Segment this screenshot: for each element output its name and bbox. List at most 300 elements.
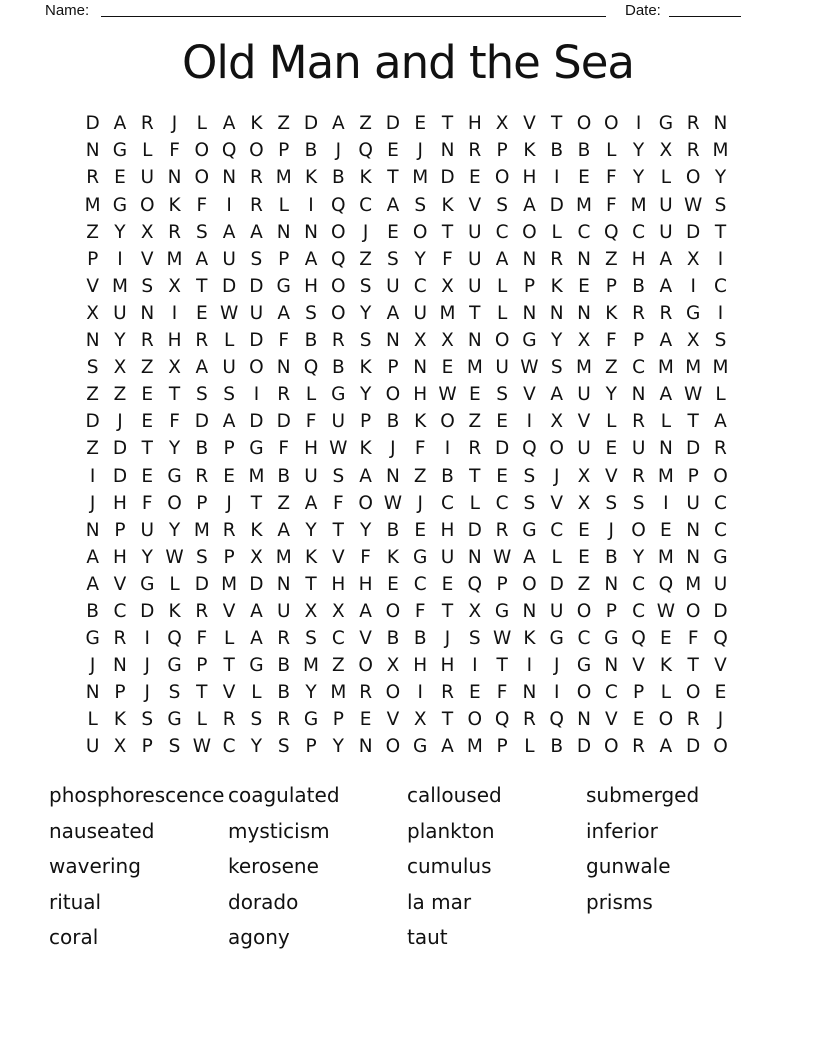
grid-letter: G [413, 736, 428, 758]
grid-letter: B [550, 736, 564, 758]
grid-letter: R [140, 113, 154, 135]
grid-letter: P [605, 275, 617, 297]
grid-letter: N [385, 330, 400, 352]
grid-letter: N [686, 546, 701, 568]
grid-letter: G [112, 140, 128, 162]
grid-letter: L [496, 275, 508, 297]
grid-letter: U [113, 302, 127, 324]
grid-letter: Q [604, 221, 619, 243]
grid-letter: Q [467, 573, 483, 595]
grid-letter: P [360, 411, 372, 433]
grid-letter: Q [221, 140, 237, 162]
grid-letter: A [277, 519, 291, 541]
grid-letter: T [469, 302, 481, 324]
grid-letter: S [632, 492, 645, 514]
grid-letter: V [523, 113, 536, 135]
grid-letter: D [686, 221, 701, 243]
grid-letter: O [139, 194, 155, 216]
grid-letter: F [169, 140, 180, 162]
grid-letter: R [277, 709, 291, 731]
grid-letter: U [549, 600, 564, 622]
grid-letter: E [441, 573, 454, 595]
grid-letter: M [275, 167, 292, 189]
grid-letter: S [195, 546, 208, 568]
grid-letter: S [250, 709, 263, 731]
grid-letter: I [417, 682, 423, 704]
grid-letter: K [168, 194, 181, 216]
grid-letter: W [492, 546, 512, 568]
grid-letter: J [390, 438, 396, 460]
word-item: cumulus [407, 854, 492, 879]
grid-letter: F [605, 167, 617, 189]
grid-letter: M [576, 357, 592, 379]
grid-letter: E [414, 113, 427, 135]
grid-letter: Z [86, 438, 99, 460]
grid-letter: P [687, 465, 699, 487]
name-label: Name: [45, 2, 90, 19]
grid-letter: V [577, 411, 591, 433]
grid-letter: P [223, 546, 235, 568]
grid-letter: S [168, 682, 181, 704]
grid-letter: V [222, 682, 236, 704]
grid-letter: Y [632, 140, 645, 162]
grid-letter: I [526, 655, 533, 677]
grid-letter: R [686, 113, 700, 135]
grid-letter: C [632, 573, 646, 595]
grid-letter: Y [305, 682, 317, 704]
grid-letter: R [495, 519, 509, 541]
grid-letter: O [194, 167, 210, 189]
word-item: plankton [407, 818, 495, 843]
grid-letter: S [305, 302, 317, 324]
grid-letter: K [168, 600, 181, 622]
grid-letter: T [551, 113, 563, 135]
grid-letter: G [167, 709, 182, 731]
grid-letter: U [249, 302, 264, 324]
grid-letter: F [605, 194, 617, 216]
grid-letter: I [635, 113, 642, 135]
grid-letter: N [276, 573, 291, 595]
grid-letter: R [195, 465, 209, 487]
grid-letter: R [441, 682, 454, 704]
grid-letter: E [141, 465, 154, 487]
grid-letter: C [632, 221, 646, 243]
grid-letter: X [168, 357, 181, 379]
grid-letter: R [686, 709, 700, 731]
grid-letter: L [660, 167, 672, 189]
grid-letter: S [359, 275, 372, 297]
grid-letter: D [194, 411, 209, 433]
grid-letter: Z [359, 113, 372, 135]
grid-letter: I [717, 302, 724, 324]
grid-letter: J [226, 492, 232, 514]
grid-letter: S [141, 709, 154, 731]
grid-letter: B [331, 357, 345, 379]
grid-letter: M [111, 275, 128, 297]
grid-letter: A [222, 221, 236, 243]
grid-letter: O [576, 682, 592, 704]
grid-letter: X [468, 600, 482, 622]
grid-letter: R [140, 330, 154, 352]
grid-letter: N [713, 113, 728, 135]
grid-letter: Z [140, 357, 154, 379]
grid-letter: X [331, 600, 345, 622]
word-item: phosphorescence [49, 783, 225, 807]
grid-letter: B [277, 682, 291, 704]
grid-letter: D [303, 113, 319, 135]
grid-letter: F [414, 438, 426, 460]
grid-letter: N [658, 438, 673, 460]
grid-letter: U [386, 275, 400, 297]
grid-letter: K [304, 546, 318, 568]
grid-letter: G [249, 655, 264, 677]
grid-letter: R [468, 438, 482, 460]
grid-letter: C [550, 519, 564, 541]
grid-letter: N [467, 546, 482, 568]
grid-letter: T [196, 682, 208, 704]
grid-letter: R [195, 600, 209, 622]
grid-letter: N [85, 682, 100, 704]
grid-letter: J [553, 465, 560, 487]
grid-letter: B [195, 438, 209, 460]
grid-letter: M [412, 167, 429, 189]
grid-letter: D [494, 438, 510, 460]
grid-letter: N [222, 167, 237, 189]
grid-letter: I [171, 302, 178, 324]
grid-letter: F [414, 600, 426, 622]
grid-letter: C [113, 600, 127, 622]
word-column [228, 778, 407, 956]
grid-letter: Y [168, 438, 181, 460]
grid-letter: C [714, 519, 727, 541]
grid-letter: X [441, 275, 454, 297]
grid-letter: T [687, 411, 699, 433]
grid-letter: E [496, 465, 508, 487]
word-item: mysticism [228, 818, 330, 843]
grid-letter: C [632, 357, 646, 379]
grid-letter: E [223, 465, 235, 487]
grid-letter: A [277, 302, 291, 324]
grid-letter: H [112, 546, 127, 568]
grid-letter: I [444, 438, 451, 460]
grid-letter: X [140, 221, 154, 243]
grid-letter: L [305, 384, 317, 406]
grid-letter: E [578, 167, 590, 189]
word-list [49, 778, 765, 956]
grid-letter: Q [331, 194, 346, 216]
word-item: taut [407, 925, 448, 950]
grid-letter: S [250, 248, 263, 270]
grid-letter: P [278, 140, 290, 162]
grid-letter: R [195, 330, 209, 352]
grid-letter: G [413, 546, 428, 568]
word-item: nauseated [49, 818, 155, 843]
grid-letter: C [577, 628, 591, 650]
grid-letter: M [303, 655, 319, 677]
grid-letter: P [523, 275, 535, 297]
grid-letter: X [686, 248, 700, 270]
grid-letter: G [686, 302, 701, 324]
grid-letter: N [577, 302, 591, 324]
grid-letter: G [549, 628, 564, 650]
grid-letter: B [577, 140, 591, 162]
grid-letter: B [331, 167, 345, 189]
grid-letter: Y [551, 330, 563, 352]
name-blank-line [101, 16, 606, 17]
grid-letter: X [86, 302, 99, 324]
grid-letter: X [113, 736, 127, 758]
grid-letter: U [413, 302, 427, 324]
grid-letter: S [714, 330, 727, 352]
grid-letter: O [331, 221, 346, 243]
grid-letter: Z [277, 113, 291, 135]
grid-letter: G [331, 384, 346, 406]
grid-letter: Q [494, 709, 510, 731]
grid-letter: R [686, 140, 700, 162]
grid-letter: N [413, 357, 428, 379]
grid-letter: S [468, 628, 481, 650]
grid-letter: C [222, 736, 236, 758]
grid-letter: K [414, 411, 427, 433]
grid-letter: D [249, 275, 264, 297]
grid-letter: T [305, 573, 317, 595]
grid-letter: M [221, 573, 238, 595]
word-item: calloused [407, 783, 502, 807]
grid-letter: E [141, 384, 154, 406]
grid-letter: P [605, 600, 617, 622]
grid-letter: E [496, 411, 508, 433]
grid-letter: M [248, 465, 265, 487]
grid-letter: O [522, 573, 537, 595]
date-label: Date: [625, 2, 661, 19]
grid-letter: A [386, 302, 400, 324]
grid-letter: A [386, 194, 400, 216]
grid-letter: F [687, 628, 699, 650]
grid-letter: Z [331, 655, 345, 677]
grid-letter: S [523, 465, 536, 487]
grid-letter: O [467, 709, 483, 731]
grid-letter: E [359, 709, 372, 731]
page-title: Old Man and the Sea [182, 36, 634, 89]
grid-letter: D [576, 736, 592, 758]
grid-letter: M [712, 140, 729, 162]
grid-letter: I [690, 275, 696, 297]
grid-letter: S [141, 275, 154, 297]
grid-letter: Y [632, 546, 645, 568]
grid-letter: S [195, 384, 208, 406]
grid-letter: K [304, 167, 318, 189]
grid-letter: A [659, 736, 673, 758]
grid-letter: R [632, 465, 646, 487]
grid-letter: D [194, 573, 209, 595]
grid-letter: Q [358, 140, 373, 162]
grid-letter: Y [168, 519, 181, 541]
grid-letter: W [684, 384, 703, 406]
grid-letter: N [522, 600, 537, 622]
grid-letter: D [85, 113, 100, 135]
grid-letter: B [604, 546, 618, 568]
grid-letter: M [685, 357, 702, 379]
grid-letter: Q [713, 628, 728, 650]
grid-letter: U [659, 221, 673, 243]
grid-letter: C [604, 682, 618, 704]
word-item: submerged [586, 783, 700, 807]
grid-letter: O [194, 140, 210, 162]
grid-letter: H [522, 167, 537, 189]
grid-letter: F [605, 330, 617, 352]
grid-letter: K [386, 546, 399, 568]
grid-letter: O [604, 113, 619, 135]
grid-letter: T [441, 221, 454, 243]
grid-letter: E [605, 438, 618, 460]
grid-letter: I [117, 248, 123, 270]
grid-letter: G [167, 465, 182, 487]
grid-letter: B [304, 330, 318, 352]
grid-letter: G [303, 709, 319, 731]
grid-letter: M [466, 357, 483, 379]
grid-letter: C [495, 221, 509, 243]
grid-letter: L [169, 573, 180, 595]
grid-letter: B [386, 628, 400, 650]
grid-letter: V [604, 465, 618, 487]
grid-letter: B [386, 519, 400, 541]
grid-letter: A [250, 628, 263, 650]
grid-letter: S [496, 194, 508, 216]
grid-letter: N [467, 330, 482, 352]
grid-letter: U [577, 438, 591, 460]
grid-letter: S [305, 628, 317, 650]
grid-letter: A [195, 357, 209, 379]
grid-letter: C [632, 600, 646, 622]
word-item: kerosene [228, 854, 319, 879]
grid-letter: G [576, 655, 592, 677]
grid-letter: X [577, 492, 591, 514]
grid-letter: V [331, 546, 345, 568]
grid-letter: N [440, 140, 455, 162]
grid-letter: F [442, 248, 453, 270]
grid-letter: Z [413, 465, 427, 487]
grid-letter: E [660, 628, 672, 650]
grid-letter: G [522, 519, 537, 541]
grid-letter: S [359, 330, 372, 352]
grid-letter: U [222, 357, 236, 379]
grid-letter: I [663, 492, 669, 514]
grid-letter: Y [714, 167, 727, 189]
grid-letter: O [713, 465, 728, 487]
grid-letter: F [169, 411, 180, 433]
grid-letter: R [522, 709, 536, 731]
grid-letter: U [331, 411, 346, 433]
word-column [407, 778, 586, 956]
grid-letter: V [714, 655, 727, 677]
grid-letter: L [551, 221, 562, 243]
grid-letter: Y [250, 736, 263, 758]
grid-letter: X [304, 600, 318, 622]
grid-letter: E [195, 302, 208, 324]
grid-letter: T [441, 113, 454, 135]
grid-letter: K [550, 275, 563, 297]
grid-letter: F [196, 194, 208, 216]
grid-letter: N [604, 655, 619, 677]
word-item: coagulated [228, 783, 340, 807]
grid-letter: L [223, 330, 235, 352]
grid-letter: Z [359, 248, 372, 270]
grid-letter: O [522, 221, 537, 243]
grid-letter: V [550, 492, 564, 514]
grid-letter: N [85, 519, 100, 541]
grid-letter: Y [359, 519, 372, 541]
grid-letter: E [468, 384, 481, 406]
grid-letter: S [605, 492, 618, 514]
grid-letter: N [304, 221, 318, 243]
grid-letter: S [86, 357, 99, 379]
grid-letter: F [141, 492, 153, 514]
grid-letter: D [549, 573, 564, 595]
grid-letter: P [196, 492, 208, 514]
grid-letter: G [249, 438, 264, 460]
grid-letter: U [276, 600, 291, 622]
word-item: inferior [586, 818, 658, 843]
grid-letter: X [250, 546, 263, 568]
grid-letter: Q [549, 709, 564, 731]
grid-letter: O [604, 736, 619, 758]
grid-letter: B [550, 140, 564, 162]
grid-letter: B [632, 275, 645, 297]
grid-letter: D [85, 411, 100, 433]
grid-letter: E [387, 573, 399, 595]
grid-letter: P [496, 736, 508, 758]
grid-letter: U [85, 736, 100, 758]
grid-letter: K [605, 302, 618, 324]
grid-letter: B [277, 465, 291, 487]
word-item: prisms [586, 889, 653, 914]
word-item: coral [49, 925, 99, 950]
grid-letter: Y [632, 167, 645, 189]
grid-letter: H [440, 655, 455, 677]
grid-letter: P [496, 573, 508, 595]
grid-letter: D [112, 438, 128, 460]
grid-letter: Q [658, 573, 674, 595]
grid-letter: E [441, 357, 454, 379]
grid-letter: A [113, 113, 127, 135]
grid-letter: W [192, 736, 211, 758]
grid-letter: K [359, 167, 372, 189]
grid-letter: S [195, 221, 208, 243]
grid-letter: X [386, 655, 400, 677]
grid-letter: U [631, 438, 646, 460]
grid-letter: L [196, 113, 207, 135]
grid-letter: H [304, 275, 318, 297]
grid-letter: G [140, 573, 155, 595]
grid-letter: T [387, 167, 399, 189]
grid-letter: D [686, 736, 701, 758]
grid-letter: O [385, 600, 401, 622]
grid-letter: C [413, 573, 427, 595]
grid-letter: V [140, 248, 154, 270]
grid-letter: A [523, 194, 536, 216]
word-item: wavering [49, 854, 141, 879]
grid-letter: X [577, 330, 591, 352]
grid-letter: D [549, 194, 564, 216]
grid-letter: G [85, 628, 100, 650]
grid-letter: W [656, 600, 676, 622]
grid-letter: K [523, 140, 536, 162]
grid-letter: M [193, 519, 210, 541]
grid-letter: J [171, 113, 178, 135]
grid-letter: X [659, 140, 673, 162]
grid-letter: Y [305, 519, 317, 541]
grid-letter: T [332, 519, 344, 541]
